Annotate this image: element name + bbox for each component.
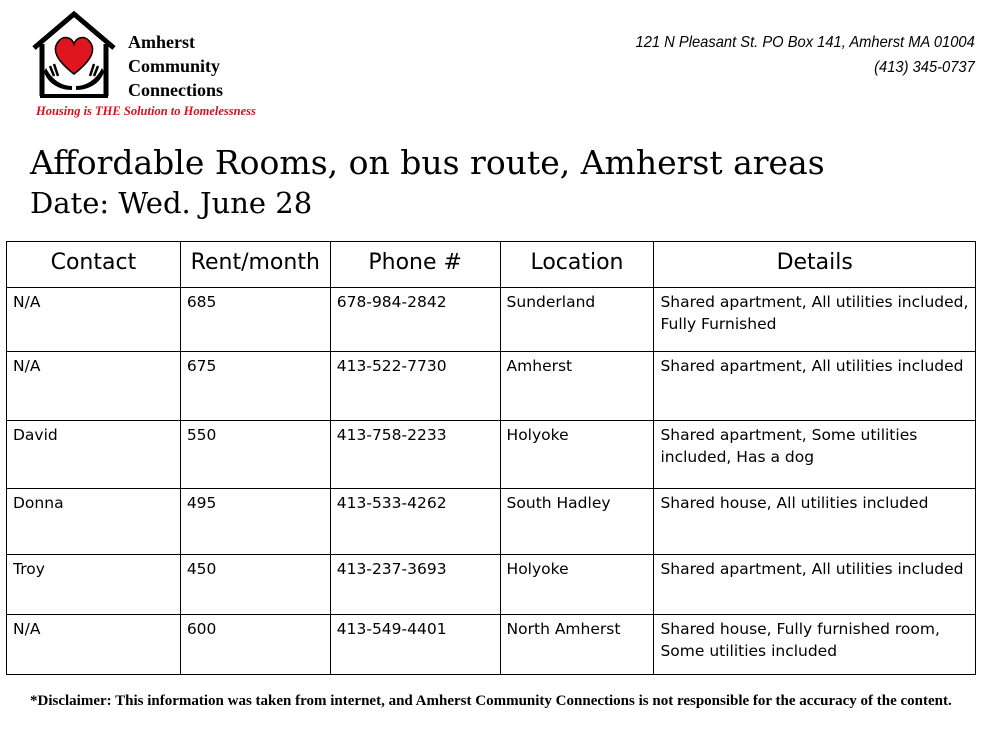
organization-logo [28, 8, 296, 124]
cell-phone: 413-533-4262 [330, 489, 500, 555]
cell-phone: 678-984-2842 [330, 288, 500, 352]
document-date: Date: Wed. June 28 [30, 186, 313, 220]
cell-location: Amherst [500, 352, 654, 421]
org-name-line3: Connections [128, 80, 224, 100]
table-row [7, 489, 976, 555]
cell-details: Shared apartment, All utilities included [654, 352, 976, 421]
column-header-phone: Phone # [330, 242, 500, 288]
cell-contact: N/A [7, 615, 181, 675]
cell-location: Sunderland [500, 288, 654, 352]
cell-location: Holyoke [500, 421, 654, 489]
table-row [7, 288, 976, 352]
cell-rent: 675 [180, 352, 330, 421]
tagline: Housing is THE Solution to Homelessness [36, 104, 256, 118]
cell-details: Shared apartment, All utilities included, Fully Furnished [654, 288, 976, 352]
cell-phone: 413-549-4401 [330, 615, 500, 675]
house-heart-hands-icon [30, 10, 118, 98]
table-row [7, 555, 976, 615]
cell-rent: 550 [180, 421, 330, 489]
street-address: 121 N Pleasant St. PO Box 141, Amherst MA 01004 [635, 34, 975, 51]
cell-contact: N/A [7, 288, 181, 352]
cell-details: Shared house, Fully furnished room, Some utilities included [654, 615, 976, 675]
disclaimer-text: *Disclaimer: This information was taken from internet, and Amherst Community Connections is not responsible for the accuracy of the content. [30, 693, 952, 709]
table-row [7, 352, 976, 421]
cell-details: Shared apartment, All utilities included [654, 555, 976, 615]
cell-location: Holyoke [500, 555, 654, 615]
phone-number: (413) 345-0737 [874, 59, 975, 76]
cell-contact: Troy [7, 555, 181, 615]
cell-phone: 413-758-2233 [330, 421, 500, 489]
org-name-line1: Amherst [128, 32, 195, 52]
cell-details: Shared apartment, Some utilities included, Has a dog [654, 421, 976, 489]
cell-phone: 413-522-7730 [330, 352, 500, 421]
column-header-rent: Rent/month [180, 242, 330, 288]
cell-rent: 450 [180, 555, 330, 615]
column-header-details: Details [654, 242, 976, 288]
cell-details: Shared house, All utilities included [654, 489, 976, 555]
org-name-line2: Community [128, 56, 221, 76]
listings-table [6, 241, 976, 675]
heart-shape [55, 38, 92, 74]
organization-name [128, 30, 223, 102]
page-title: Affordable Rooms, on bus route, Amherst areas [30, 143, 825, 182]
cell-phone: 413-237-3693 [330, 555, 500, 615]
cell-rent: 495 [180, 489, 330, 555]
table-row [7, 421, 976, 489]
cell-contact: David [7, 421, 181, 489]
column-header-contact: Contact [7, 242, 181, 288]
cell-contact: Donna [7, 489, 181, 555]
column-header-location: Location [500, 242, 654, 288]
table-row [7, 615, 976, 675]
cell-contact: N/A [7, 352, 181, 421]
cell-rent: 600 [180, 615, 330, 675]
cell-rent: 685 [180, 288, 330, 352]
cell-location: South Hadley [500, 489, 654, 555]
table-header-row [7, 242, 976, 288]
cell-location: North Amherst [500, 615, 654, 675]
contact-address-block [636, 30, 975, 80]
